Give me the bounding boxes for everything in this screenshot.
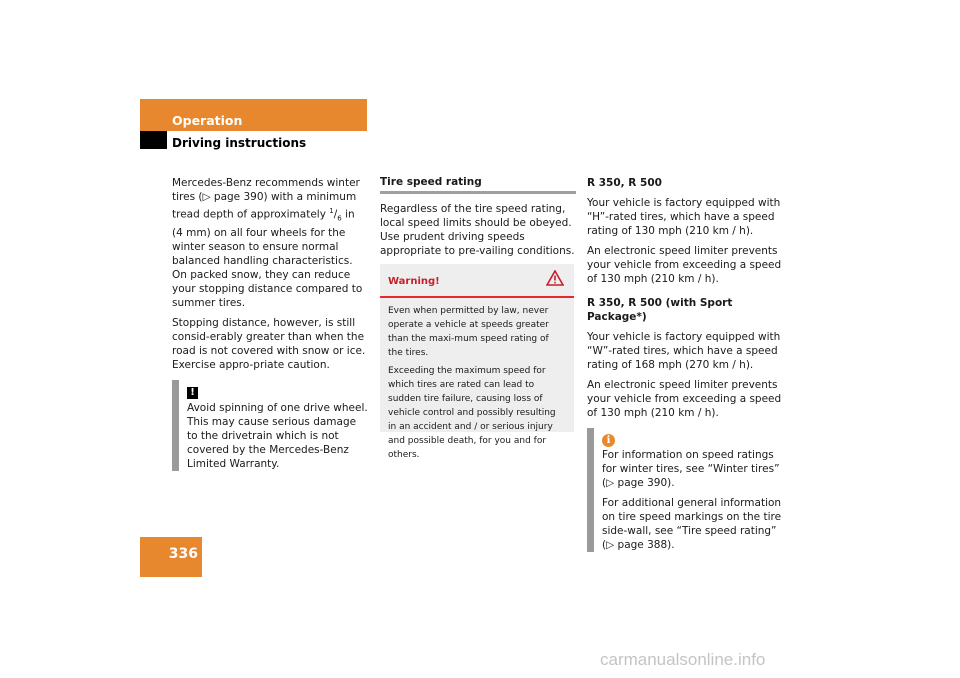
info-icon: i xyxy=(602,434,615,447)
model-2-paragraph-2: An electronic speed limiter prevents your vehicle from exceeding a speed of 130 mph (210 km / h). xyxy=(587,379,782,419)
page-ref-arrow-icon: ▷ xyxy=(202,191,211,203)
winter-tires-paragraph: Mercedes-Benz recommends winter tires (▷ page 390) with a minimum tread depth of approximately $^1/_6$ in (4 mm) on all four wheels for the winter season to ensure normal balanced handling characteristics. On packed snow, they can reduce your stopping distance compared to summer tires. xyxy=(172,177,363,309)
warning-paragraph-2: Exceeding the maximum speed for which tires are rated can lead to sudden tire failure, causing loss of vehicle control and possibly resulting in an accident and / or serious injury and possible death, for you and for others. xyxy=(388,366,556,460)
stopping-distance-paragraph: Stopping distance, however, is still consid-erably greater than when the road is not covered with snow or ice. Exercise appro-priate caution. xyxy=(172,316,366,371)
model-1-paragraph-2: An electronic speed limiter prevents your vehicle from exceeding a speed of 130 mph (210 km / h). xyxy=(587,245,782,285)
info-paragraph-2: For additional general information on tire speed markings on the tire side-wall, see “Tire speed rating” (▷ page 388). xyxy=(602,497,782,551)
model-2-heading: R 350, R 500 (with Sport Package*) xyxy=(587,297,733,323)
warning-header xyxy=(380,264,574,298)
warning-title: Warning! xyxy=(388,276,440,287)
speed-limits-paragraph: Regardless of the tire speed rating, local speed limits should be obeyed. Use prudent driving speeds appropriate to pre-vailing conditions. xyxy=(380,203,575,257)
section-subtitle: Driving instructions xyxy=(172,136,307,150)
exclamation-icon: ! xyxy=(187,387,198,399)
model-1-heading: R 350, R 500 xyxy=(587,177,662,189)
warning-body xyxy=(380,298,574,472)
model-2-paragraph-1: Your vehicle is factory equipped with “W”-rated tires, which have a speed rating of 168 mph (270 km / h). xyxy=(587,331,781,371)
header-tab-marker xyxy=(140,131,167,149)
page-number: 336 xyxy=(168,546,198,562)
watermark: carmanualsonline.info xyxy=(600,650,766,669)
model-1-paragraph-1: Your vehicle is factory equipped with “H”-rated tires, which have a speed rating of 130 mph (210 km / h). xyxy=(587,197,781,237)
page-ref-arrow-icon: ▷ xyxy=(606,477,615,489)
note-text: Avoid spinning of one drive wheel. This may cause serious damage to the drivetrain which is not covered by the Mercedes-Benz Limited Warranty. xyxy=(187,401,368,470)
warning-paragraph-1: Even when permitted by law, never operate a vehicle at speeds greater than the maxi-mum speed rating of the tires. xyxy=(388,306,549,358)
column-3 xyxy=(587,176,783,558)
warning-triangle-icon xyxy=(546,270,564,290)
page-ref-arrow-icon: ▷ xyxy=(606,539,615,551)
info-box xyxy=(587,428,783,552)
column-2 xyxy=(380,176,576,264)
note-box xyxy=(172,380,368,471)
column-1 xyxy=(172,176,368,477)
warning-box xyxy=(380,264,574,460)
info-paragraph-1: For information on speed ratings for winter tires, see “Winter tires” (▷ page 390). xyxy=(602,449,780,489)
section-title: Operation xyxy=(172,113,243,128)
tire-speed-rating-heading: Tire speed rating xyxy=(380,176,576,194)
